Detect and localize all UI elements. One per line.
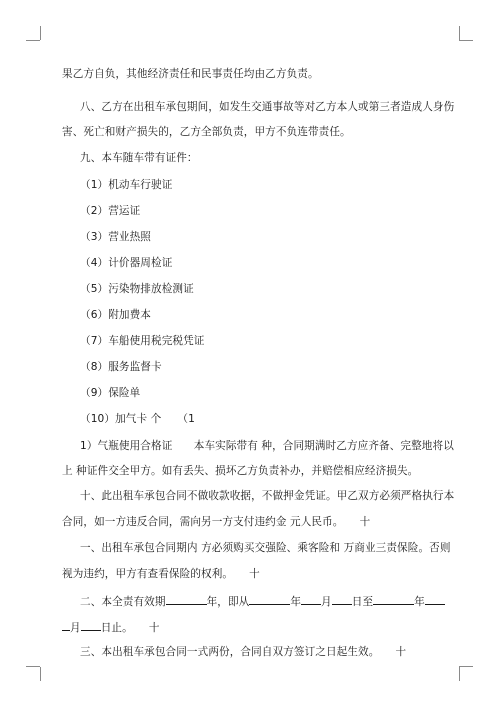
blank-end-year [373, 593, 414, 605]
crop-mark-bottom-right-v [459, 667, 460, 681]
paragraph-line: 果乙方自负，其他经济责任和民事责任均由乙方负责。 [62, 68, 319, 80]
clause-12-line-1 [80, 593, 445, 609]
clause-12-text-7: 月 [70, 622, 81, 634]
clause-12-text-3: 年 [290, 596, 302, 608]
certificate-item-7: （7）车船使用税完税凭证 [80, 335, 205, 347]
certificate-item-11-line-1: 1）气瓶使用合格证 本车实际带有 种，合同期满时乙方应齐备、完整地将以 [80, 440, 454, 452]
blank-end-day [81, 619, 101, 631]
blank-start-month [301, 593, 321, 605]
certificate-item-3: （3）营业热照 [80, 231, 152, 243]
crop-mark-top-right-v [459, 26, 460, 40]
clause-10-line-1: 十、此出租车承包合同不做收款收据，不做押金凭证。甲乙双方必须严格执行本 [80, 490, 455, 502]
blank-end-month-a [425, 593, 445, 605]
clause-12-line-2 [62, 619, 160, 635]
certificate-item-10: （10）加气卡 个 （1 [80, 413, 195, 425]
certificate-item-4: （4）计价器周检证 [80, 257, 173, 269]
crop-mark-bottom-right-h [459, 666, 473, 667]
clause-13-line-1: 三、本出租车承包合同一式两份，合同自双方签订之日起生效。 十 [80, 646, 407, 658]
clause-12-text-8: 日止。 十 [100, 622, 160, 634]
clause-12-text-4: 月 [321, 596, 332, 608]
clause-12-text-2: 年，即从 [206, 596, 250, 608]
crop-mark-bottom-left-h [26, 666, 40, 667]
clause-12-text-1: 二、本全责有效期 [80, 596, 166, 608]
crop-mark-bottom-left-v [40, 667, 41, 681]
clause-10-line-2: 合同，如一方违反合同，需向另一方支付违约金 元人民币。 十 [62, 516, 371, 528]
clause-12-text-6: 年 [414, 596, 425, 608]
clause-11-line-1: 一、出租车承包合同期内 方必须购买交强险、乘客险和 万商业三责保险。否则 [80, 542, 451, 554]
clause-11-line-2: 视为违约，甲方有查看保险的权利。 十 [62, 568, 260, 580]
blank-term-years [166, 593, 207, 605]
clause-9-heading: 九、本车随车带有证件： [80, 152, 198, 164]
crop-mark-top-right-h [459, 40, 473, 41]
crop-mark-top-left-v [40, 26, 41, 40]
certificate-item-2: （2）营运证 [80, 205, 141, 217]
blank-end-month-b [62, 619, 70, 631]
blank-start-day [332, 593, 352, 605]
certificate-item-11-line-2: 上 种证件交全甲方。如有丢失、损坏乙方负责补办，并赔偿相应经济损失。 [62, 465, 419, 477]
blank-start-year [249, 593, 290, 605]
certificate-item-9: （9）保险单 [80, 387, 141, 399]
certificate-item-8: （8）服务监督卡 [80, 361, 162, 373]
crop-mark-top-left-h [26, 40, 40, 41]
clause-8-line-1: 八、乙方在出租车承包期间，如发生交通事故等对乙方本人或第三者造成人身伤 [80, 101, 455, 113]
certificate-item-1: （1）机动车行驶证 [80, 179, 173, 191]
clause-12-text-5: 日至 [351, 596, 374, 608]
certificate-item-5: （5）污染物排放检测证 [80, 283, 194, 295]
clause-8-line-2: 害、死亡和财产损失的，乙方全部负责，甲方不负连带责任。 [62, 126, 351, 138]
certificate-item-6: （6）附加费本 [80, 309, 152, 321]
